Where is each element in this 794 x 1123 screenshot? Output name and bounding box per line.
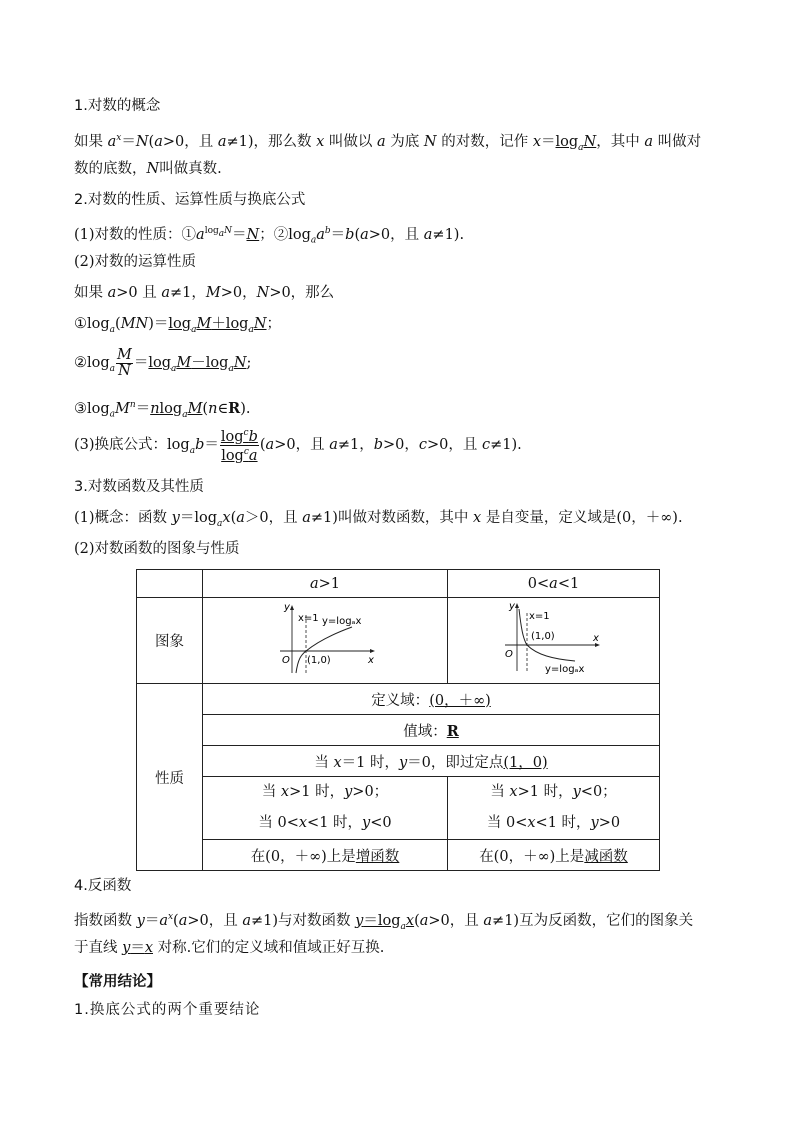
section2-change-base: (3)换底公式：$\log_ab=$ $\frac{\log^cb}{\log^ca}$ (a>0，且 a≠1，b>0，c>0，且 c≠1). bbox=[74, 427, 522, 465]
prop-range: 值域：R bbox=[203, 715, 660, 746]
graph-right-point: (1,0) bbox=[530, 630, 555, 642]
common-item1: 1.换底公式的两个重要结论 bbox=[74, 1002, 261, 1018]
row-label-properties: 性质 bbox=[137, 684, 203, 871]
log-function-table bbox=[136, 569, 660, 871]
prop-domain: 定义域：(0，＋∞) bbox=[203, 684, 660, 715]
section2-title: 2.对数的性质、运算性质与换底公式 bbox=[74, 192, 306, 208]
section2-condition: 如果 a>0 且 a≠1，M>0，N>0，那么 bbox=[74, 285, 335, 301]
graph-decreasing bbox=[499, 601, 609, 677]
graph-right-x-label: x bbox=[592, 632, 599, 644]
section1-body-line1: 如果 $a^x=N(a>0$，且 a≠1)，那么数 x 叫做以 a 为底 N 的对数，记作 $x=\log_aN$，其中 a 叫做对 bbox=[74, 133, 702, 153]
row-label-graph: 图象 bbox=[137, 598, 203, 684]
section2-rule1: $①\log_a(MN)=\log_aM+\log_aN$； bbox=[74, 316, 282, 335]
section1-body-line2: 数的底数，N叫做真数. bbox=[74, 161, 222, 177]
graph-increasing-cell bbox=[203, 598, 448, 684]
section3-title: 3.对数函数及其性质 bbox=[74, 479, 204, 495]
section2-rule3: $③\log_aM^n=nlog_aM(n\in R)$. bbox=[74, 399, 251, 420]
graph-left-fn: y=logₐx bbox=[322, 615, 362, 627]
prop-fixed-point: 当 x＝1 时，y＝0，即过定点(1，0) bbox=[203, 746, 660, 777]
graph-left-x-label: x bbox=[368, 654, 374, 666]
section4-line1: 指数函数 $y=a^x(a>0$，且 a≠1)与对数函数 $y=\log_ax(a>0$，且 a≠1)互为反函数，它们的图象关 bbox=[74, 912, 694, 932]
table-corner bbox=[137, 570, 203, 598]
graph-right-fn: y=logₐx bbox=[544, 663, 584, 675]
header-a-lt-1: 0<a<1 bbox=[448, 570, 660, 598]
section2-ops-title: (2)对数的运算性质 bbox=[74, 254, 197, 270]
prop-sign-left: 当 x>1 时，y>0； 当 0<x<1 时，y<0 bbox=[203, 777, 448, 840]
graph-left-point: (1,0) bbox=[307, 654, 331, 666]
common-title: 【常用结论】 bbox=[74, 974, 161, 990]
header-a-gt-1: a>1 bbox=[203, 570, 448, 598]
graph-left-y-label: y bbox=[284, 601, 290, 613]
graph-right-x1: x=1 bbox=[528, 610, 550, 622]
graph-increasing bbox=[270, 601, 380, 677]
section2-rule2: $②\log_a$ $\frac{M}{N}$ $=\log_aM-\log_aN$; bbox=[74, 346, 252, 379]
section4-line2: 于直线 y＝x 对称.它们的定义域和值域正好互换. bbox=[74, 940, 385, 956]
prop-mono-right: 在(0，＋∞)上是减函数 bbox=[448, 840, 660, 871]
section1-title: 1.对数的概念 bbox=[74, 98, 161, 114]
section4-title: 4.反函数 bbox=[74, 878, 132, 894]
graph-left-origin: O bbox=[282, 654, 290, 666]
prop-mono-left: 在(0，＋∞)上是增函数 bbox=[203, 840, 448, 871]
section3-concept: (1)概念：函数 $y=\log_ax(a>0$，且 a≠1)叫做对数函数，其中 x 是自变量，定义域是(0，＋∞). bbox=[74, 510, 683, 529]
section2-prop-line: (1)对数的性质：$①a^{log_aN}=N$；$②\log_aa^b=b(a>0$，且 a≠1). bbox=[74, 226, 465, 246]
section3-graph-title: (2)对数函数的图象与性质 bbox=[74, 541, 240, 557]
graph-decreasing-cell bbox=[448, 598, 660, 684]
prop-sign-right: 当 x>1 时，y<0； 当 0<x<1 时，y>0 bbox=[448, 777, 660, 840]
graph-right-origin: O bbox=[504, 648, 513, 660]
graph-right-y-label: y bbox=[508, 600, 515, 612]
graph-left-x1: x=1 bbox=[298, 612, 319, 624]
